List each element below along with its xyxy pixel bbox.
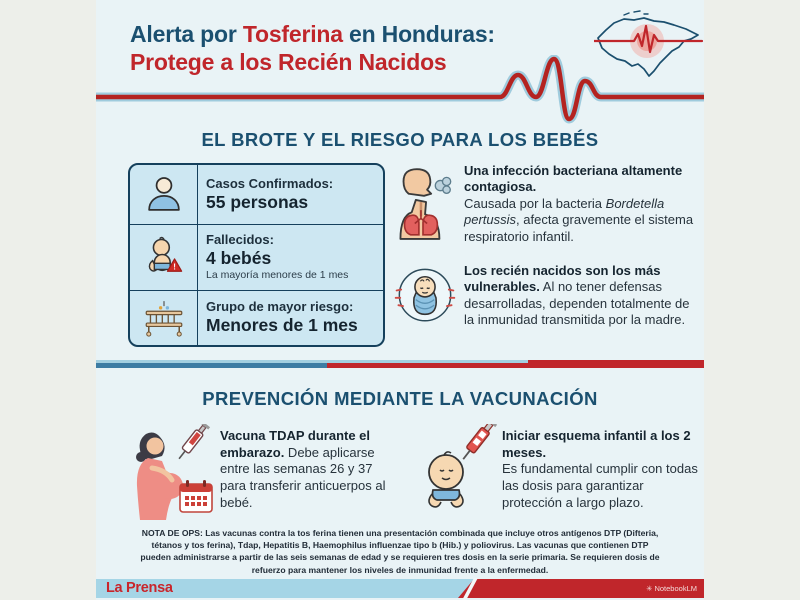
crib-icon: [130, 291, 198, 345]
table-row: [130, 225, 383, 291]
coughing-lungs-icon: [392, 163, 464, 248]
pregnant-woman-vaccine-icon: [124, 424, 220, 533]
person-icon: [130, 165, 198, 224]
stats-table: [128, 163, 385, 347]
notebooklm-icon: ✳: [646, 584, 653, 593]
title-line2: Protege a los Recién Nacidos: [130, 49, 447, 76]
table-row: [130, 165, 383, 225]
infant-vaccine-icon: [416, 424, 502, 525]
prevention-infant-text: Iniciar esquema infantil a los 2 meses. Es fundamental cumplir con todas las dosis para garantizar protección a largo plazo.: [502, 428, 698, 510]
ops-note: NOTA DE OPS: Las vacunas contra la tos ferina tienen una presentación combinada que incluye otros antígenos DTP (Difteria, tétanos y tos ferina), Tdap, Hepatitis B, Haemophilus influenzae tipo b (Hib.) y poliovirus. Las vacunas que contienen DTP pueden administrarse a partir de las seis semanas de edad y se requieren tres dosis en la serie primaria. Se requieren dosis de refuerzo para mantener los niveles de inmunidad frente a la enfermedad.: [140, 528, 660, 575]
prevention-pregnancy: [124, 424, 399, 533]
notebooklm-watermark: ✳ NotebookLM: [646, 584, 697, 593]
prevention-pregnancy-text: Vacuna TDAP durante el embarazo. Debe aplicarse entre las semanas 26 y 37 para transferir anticuerpos al bebé.: [220, 428, 386, 510]
swaddled-baby-icon: [392, 263, 464, 334]
prevention-heading: PREVENCIÓN MEDIANTE LA VACUNACIÓN: [202, 388, 598, 409]
la-prensa-logo: La Prensa: [106, 580, 173, 596]
fact-newborns: [392, 263, 700, 334]
svg-text:!: !: [172, 261, 176, 271]
stat-risk-group: Grupo de mayor riesgo: Menores de 1 mes: [206, 299, 358, 336]
stat-confirmed: Casos Confirmados: 55 personas: [206, 175, 334, 212]
title-line1: Alerta por Tosferina en Honduras:: [130, 21, 495, 47]
outbreak-heading: EL BROTE Y EL RIESGO PARA LOS BEBÉS: [201, 129, 599, 150]
fact-infection: [392, 163, 700, 248]
infographic-canvas: [96, 0, 704, 600]
fact-infection-text: Una infección bacteriana altamente contagiosa. Causada por la bacteria Bordetella pertussis, afecta gravemente el sistema respiratorio infantil.: [464, 163, 694, 244]
footer-bar: [96, 579, 704, 598]
section-divider: [96, 360, 704, 368]
table-row: [130, 291, 383, 345]
stat-deaths: Fallecidos: 4 bebés La mayoría menores de 1 mes: [206, 232, 349, 282]
fact-newborns-text: Los recién nacidos son los más vulnerables. Al no tener defensas desarrolladas, dependen totalmente de la inmunidad transmitida por la madre.: [464, 263, 690, 328]
prevention-infant: [416, 424, 704, 525]
baby-warning-icon: [130, 225, 198, 290]
